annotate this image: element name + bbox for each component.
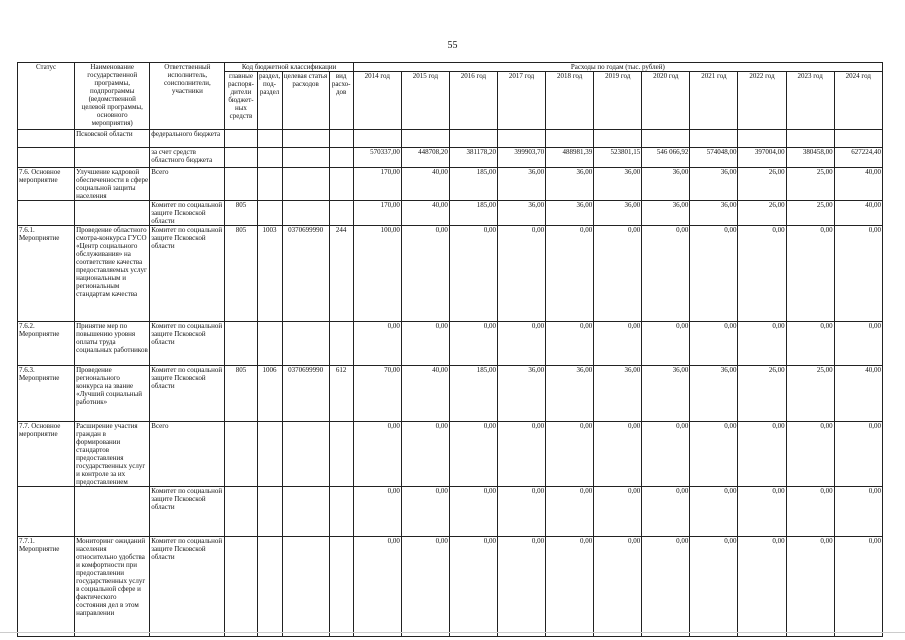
header-section: раздел, под-раздел [257, 72, 282, 130]
cell-value [498, 130, 546, 148]
header-expenses: Расходы по годам (тыс. рублей) [353, 63, 882, 72]
cell-section [257, 201, 282, 226]
cell-value: 0,00 [786, 422, 834, 487]
cell-value: 40,00 [401, 366, 449, 422]
cell-value [738, 130, 786, 148]
cell-value: 0,00 [498, 322, 546, 366]
header-year: 2015 год [401, 72, 449, 130]
cell-value: 0,00 [401, 487, 449, 537]
cell-value [401, 130, 449, 148]
cell-responsible: Комитет по социальной защите Псковской области [150, 322, 225, 366]
cell-value: 0,00 [449, 422, 497, 487]
cell-value: 0,00 [834, 226, 882, 322]
header-target-item: целевая статья расходов [282, 72, 329, 130]
cell-value: 0,00 [594, 226, 642, 322]
header-year: 2023 год [786, 72, 834, 130]
cell-value: 25,00 [786, 201, 834, 226]
cell-value: 25,00 [786, 168, 834, 201]
cell-value [594, 130, 642, 148]
table-row [18, 168, 883, 201]
cell-value: 0,00 [786, 322, 834, 366]
cell-value: 40,00 [834, 366, 882, 422]
cell-value: 0,00 [642, 226, 690, 322]
cell-value: 0,00 [786, 537, 834, 637]
cell-status [18, 487, 75, 537]
cell-value: 36,00 [690, 168, 738, 201]
cell-value: 26,00 [738, 201, 786, 226]
header-year: 2014 год [353, 72, 401, 130]
cell-value: 0,00 [498, 537, 546, 637]
cell-value: 0,00 [642, 487, 690, 537]
cell-value: 36,00 [690, 201, 738, 226]
cell-grbs [225, 322, 257, 366]
cell-section [257, 487, 282, 537]
cell-value: 0,00 [498, 226, 546, 322]
cell-value: 26,00 [738, 366, 786, 422]
cell-value: 397004,00 [738, 148, 786, 168]
cell-value: 488981,39 [546, 148, 594, 168]
cell-responsible: Комитет по социальной защите Псковской области [150, 537, 225, 637]
cell-value: 523801,15 [594, 148, 642, 168]
cell-value: 546 066,92 [642, 148, 690, 168]
cell-value [546, 130, 594, 148]
cell-value: 170,00 [353, 168, 401, 201]
table-row [18, 487, 883, 537]
cell-target [282, 148, 329, 168]
cell-grbs [225, 130, 257, 148]
cell-responsible: Комитет по социальной защите Псковской области [150, 487, 225, 537]
scan-artifact [0, 632, 905, 633]
cell-value: 100,00 [353, 226, 401, 322]
cell-value: 36,00 [498, 366, 546, 422]
cell-target: 0370699990 [282, 226, 329, 322]
cell-grbs [225, 148, 257, 168]
cell-type: 244 [329, 226, 353, 322]
cell-section [257, 422, 282, 487]
cell-name: Расширение участия граждан в формировании стандартов предоставления государственных услуг и контроле за их предоставлением [75, 422, 150, 487]
cell-value: 36,00 [642, 168, 690, 201]
cell-target [282, 422, 329, 487]
cell-value: 0,00 [594, 487, 642, 537]
cell-target [282, 487, 329, 537]
cell-value: 36,00 [642, 366, 690, 422]
header-grbs: главные распоря-дители бюджет-ных средств [225, 72, 257, 130]
cell-value: 0,00 [401, 422, 449, 487]
cell-value: 36,00 [546, 366, 594, 422]
cell-value: 0,00 [690, 322, 738, 366]
cell-value: 0,00 [834, 322, 882, 366]
cell-type [329, 487, 353, 537]
header-expense-type: вид расхо-дов [329, 72, 353, 130]
cell-value: 0,00 [401, 537, 449, 637]
cell-type [329, 148, 353, 168]
cell-status: 7.6.1. Мероприятие [18, 226, 75, 322]
cell-responsible: Комитет по социальной защите Псковской области [150, 201, 225, 226]
cell-status [18, 130, 75, 148]
header-year: 2022 год [738, 72, 786, 130]
table-row [18, 130, 883, 148]
cell-value: 0,00 [546, 322, 594, 366]
cell-section [257, 537, 282, 637]
cell-responsible: Всего [150, 422, 225, 487]
header-name: Наименование государственной программы, подпрограммы (ведомственной целевой программы, основного мероприятия) [75, 63, 150, 130]
cell-target [282, 322, 329, 366]
cell-value: 36,00 [594, 168, 642, 201]
cell-value: 399903,70 [498, 148, 546, 168]
cell-value: 0,00 [546, 487, 594, 537]
cell-value: 0,00 [449, 226, 497, 322]
cell-type [329, 130, 353, 148]
cell-value: 185,00 [449, 168, 497, 201]
cell-name: Псковской области [75, 130, 150, 148]
cell-grbs: 805 [225, 201, 257, 226]
header-year: 2017 год [498, 72, 546, 130]
cell-status [18, 201, 75, 226]
cell-value: 0,00 [594, 422, 642, 487]
cell-responsible: за счет средств областного бюджета [150, 148, 225, 168]
cell-value: 185,00 [449, 201, 497, 226]
cell-section: 1006 [257, 366, 282, 422]
cell-value: 0,00 [353, 487, 401, 537]
cell-grbs [225, 487, 257, 537]
header-year: 2020 год [642, 72, 690, 130]
cell-value [690, 130, 738, 148]
header-year: 2016 год [449, 72, 497, 130]
cell-value: 0,00 [786, 487, 834, 537]
cell-status: 7.6. Основное мероприятие [18, 168, 75, 201]
cell-value: 0,00 [498, 487, 546, 537]
header-year: 2018 год [546, 72, 594, 130]
header-year: 2019 год [594, 72, 642, 130]
cell-value: 0,00 [546, 226, 594, 322]
cell-value: 36,00 [690, 366, 738, 422]
table-row [18, 148, 883, 168]
cell-value: 0,00 [594, 322, 642, 366]
cell-value: 0,00 [738, 422, 786, 487]
cell-type [329, 322, 353, 366]
cell-value: 0,00 [401, 322, 449, 366]
cell-value: 70,00 [353, 366, 401, 422]
cell-value: 0,00 [738, 487, 786, 537]
cell-value: 40,00 [834, 168, 882, 201]
cell-responsible: федерального бюджета [150, 130, 225, 148]
cell-grbs [225, 422, 257, 487]
cell-status: 7.7.1. Мероприятие [18, 537, 75, 637]
cell-responsible: Всего [150, 168, 225, 201]
budget-table [17, 62, 883, 637]
cell-value: 0,00 [834, 537, 882, 637]
cell-value: 0,00 [690, 226, 738, 322]
cell-status [18, 148, 75, 168]
cell-value: 36,00 [594, 366, 642, 422]
cell-status: 7.6.3. Мероприятие [18, 366, 75, 422]
cell-value: 0,00 [642, 322, 690, 366]
cell-responsible: Комитет по социальной защите Псковской области [150, 366, 225, 422]
cell-value: 0,00 [834, 487, 882, 537]
table-row [18, 201, 883, 226]
cell-value: 574048,00 [690, 148, 738, 168]
cell-name: Проведение регионального конкурса на звание «Лучший социальный работник» [75, 366, 150, 422]
cell-value: 0,00 [498, 422, 546, 487]
cell-value: 25,00 [786, 366, 834, 422]
cell-name: Мониторинг ожиданий населения относительно удобства и комфортности при предоставлении государственных услуг в социальной сфере и фактического состояния дел в этом направлении [75, 537, 150, 637]
cell-value: 0,00 [642, 422, 690, 487]
cell-name: Улучшение кадровой обеспеченности в сфере социальной защиты населения [76, 168, 149, 200]
cell-value [642, 130, 690, 148]
cell-value: 26,00 [738, 168, 786, 201]
cell-value: 40,00 [401, 201, 449, 226]
cell-value: 0,00 [353, 422, 401, 487]
cell-value: 0,00 [738, 226, 786, 322]
cell-value: 0,00 [690, 537, 738, 637]
cell-type [329, 537, 353, 637]
header-budget-code: Код бюджетной классификации [225, 63, 353, 72]
cell-value: 36,00 [642, 201, 690, 226]
cell-name: Проведение областного смотра-конкурса ГУСО «Центр социального обслуживания» на соответствие качества предоставляемых услуг национальным и региональным стандартам качества [75, 226, 150, 322]
cell-value: 0,00 [786, 226, 834, 322]
cell-value: 36,00 [546, 168, 594, 201]
cell-name [75, 487, 150, 537]
cell-target [282, 130, 329, 148]
cell-type [329, 168, 353, 201]
header-status: Статус [18, 63, 75, 130]
table-row [18, 537, 883, 637]
cell-section [257, 148, 282, 168]
cell-target [282, 201, 329, 226]
cell-value: 627224,40 [834, 148, 882, 168]
cell-value: 448708,20 [401, 148, 449, 168]
cell-section: 1003 [257, 226, 282, 322]
cell-value: 0,00 [834, 422, 882, 487]
cell-value: 570337,00 [353, 148, 401, 168]
table-row [18, 226, 883, 322]
cell-value: 40,00 [401, 168, 449, 201]
cell-section [257, 322, 282, 366]
cell-target [282, 168, 329, 201]
cell-grbs: 805 [225, 226, 257, 322]
cell-value: 36,00 [546, 201, 594, 226]
cell-grbs [225, 168, 257, 201]
cell-section [257, 168, 282, 201]
cell-value: 36,00 [498, 168, 546, 201]
cell-value: 0,00 [546, 422, 594, 487]
cell-section [257, 130, 282, 148]
cell-type [329, 201, 353, 226]
cell-name [75, 148, 150, 168]
table-row [18, 366, 883, 422]
cell-value: 0,00 [353, 322, 401, 366]
cell-value [786, 130, 834, 148]
cell-target [282, 537, 329, 637]
header-year: 2024 год [834, 72, 882, 130]
cell-responsible: Комитет по социальной защите Псковской области [150, 226, 225, 322]
table-row [18, 422, 883, 487]
cell-value: 40,00 [834, 201, 882, 226]
cell-grbs: 805 [225, 366, 257, 422]
header-year: 2021 год [690, 72, 738, 130]
cell-grbs [225, 537, 257, 637]
header-responsible: Ответственный исполнитель, соисполнители, участники [150, 63, 225, 130]
cell-value [449, 130, 497, 148]
cell-status: 7.7. Основное мероприятие [18, 422, 75, 487]
table-body [18, 130, 883, 637]
cell-value: 0,00 [594, 537, 642, 637]
cell-value: 0,00 [690, 422, 738, 487]
cell-value: 0,00 [738, 537, 786, 637]
cell-type: 612 [329, 366, 353, 422]
cell-value: 0,00 [738, 322, 786, 366]
cell-value: 380458,00 [786, 148, 834, 168]
cell-name [75, 201, 150, 226]
cell-value: 36,00 [594, 201, 642, 226]
cell-status: 7.6.2. Мероприятие [18, 322, 75, 366]
cell-target: 0370699990 [282, 366, 329, 422]
cell-value: 0,00 [353, 537, 401, 637]
cell-type [329, 422, 353, 487]
page-number: 55 [447, 40, 458, 51]
cell-value: 0,00 [690, 487, 738, 537]
cell-value: 0,00 [449, 322, 497, 366]
table-row [18, 322, 883, 366]
cell-value: 381178,20 [449, 148, 497, 168]
cell-value: 0,00 [449, 487, 497, 537]
cell-value: 36,00 [498, 201, 546, 226]
cell-value: 0,00 [401, 226, 449, 322]
cell-name: Принятие мер по повышению уровня оплаты труда социальных работников [75, 322, 150, 366]
cell-value: 185,00 [449, 366, 497, 422]
cell-value [834, 130, 882, 148]
cell-value: 170,00 [353, 201, 401, 226]
cell-value [353, 130, 401, 148]
cell-value: 0,00 [449, 537, 497, 637]
cell-value: 0,00 [642, 537, 690, 637]
cell-value: 0,00 [546, 537, 594, 637]
